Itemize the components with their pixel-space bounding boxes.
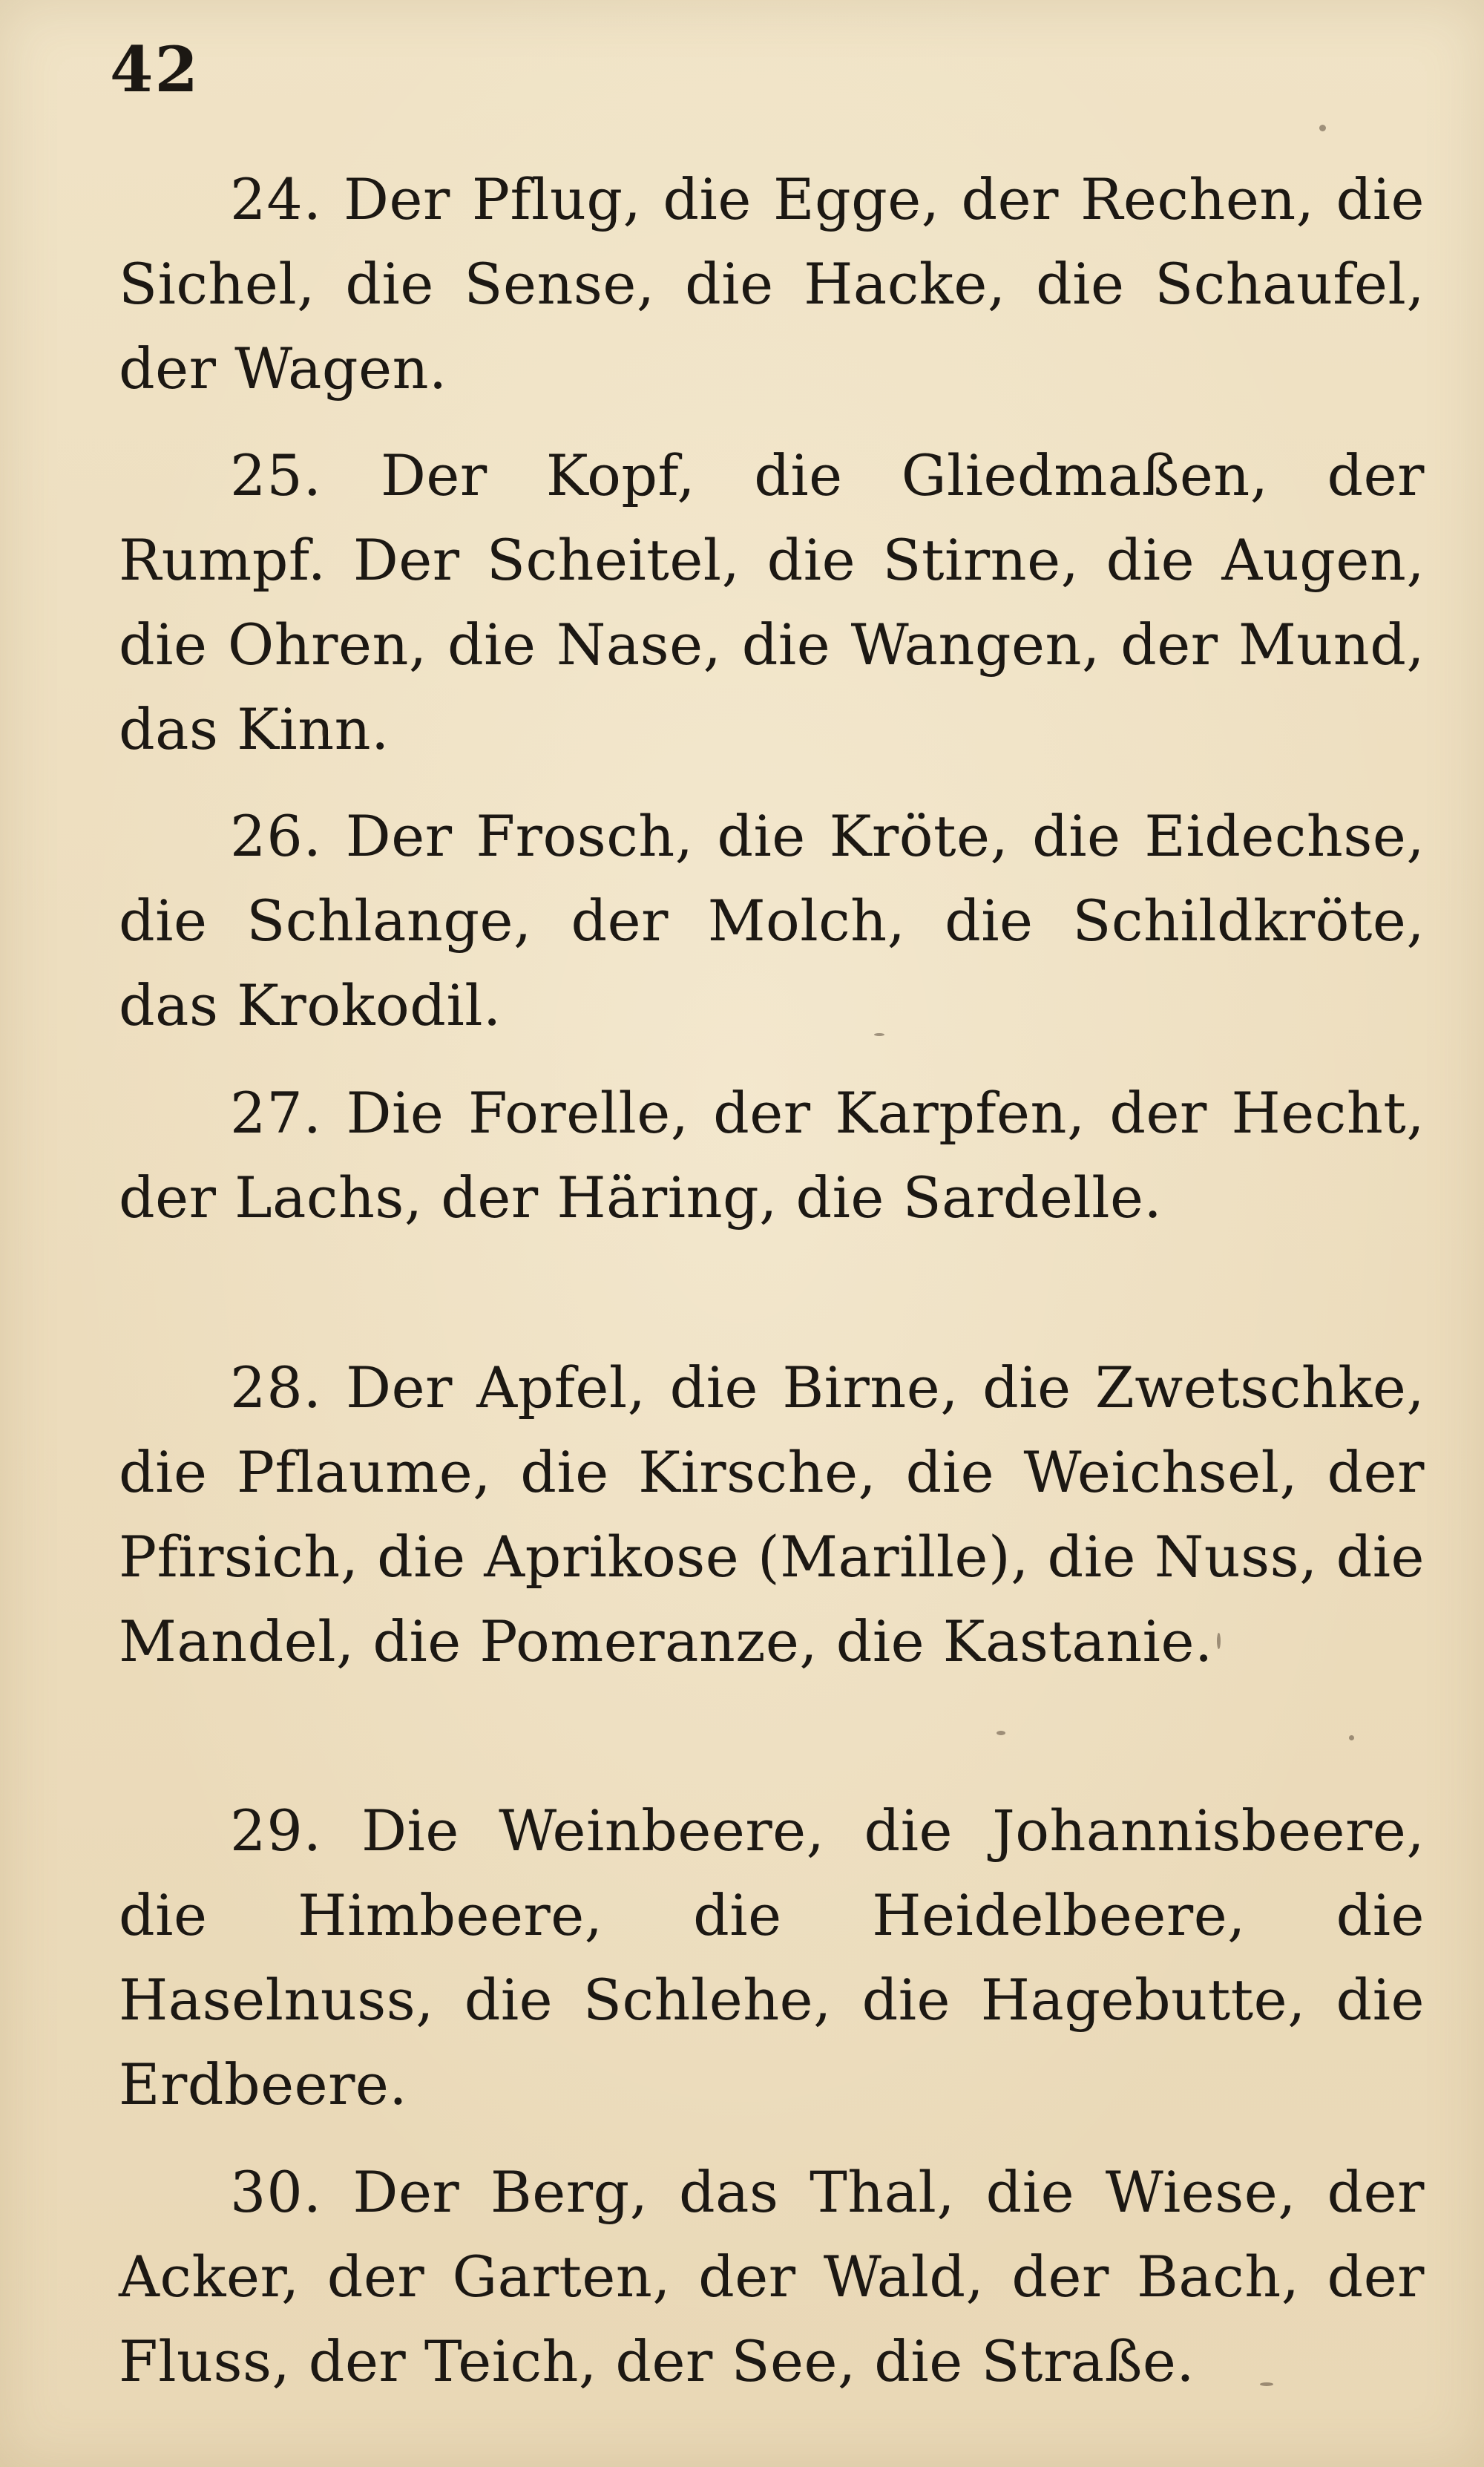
entry-number: 30. xyxy=(230,2159,322,2225)
entry-text: Der Berg, das Thal, die Wiese, der Acker, der Garten, der Wald, der Bach, der Fluss, der Teich, der See, die Straße. xyxy=(119,2159,1425,2394)
vocabulary-entry-26 xyxy=(119,794,1425,1048)
paper-speck xyxy=(322,727,326,738)
entry-text: Der Pflug, die Egge, der Rechen, die Sichel, die Sense, die Hacke, die Schaufel, der Wagen. xyxy=(119,166,1425,402)
paper-speck xyxy=(874,1033,884,1036)
entry-text: Der Frosch, die Kröte, die Eidechse, die Schlange, der Molch, die Schildkröte, das Krokodil. xyxy=(119,803,1425,1038)
paper-speck xyxy=(1260,2382,1273,2386)
vocabulary-entry-29 xyxy=(119,1789,1425,2127)
entry-number: 27. xyxy=(230,1080,322,1146)
paper-speck xyxy=(1349,1735,1354,1740)
entry-number: 24. xyxy=(230,166,322,232)
entry-text: Der Kopf, die Gliedmaßen, der Rumpf. Der Scheitel, die Stirne, die Augen, die Ohren, die Nase, die Wangen, der Mund, das Kinn. xyxy=(119,442,1425,762)
entry-text: Die Weinbeere, die Johannisbeere, die Himbeere, die Heidelbeere, die Haselnuss, die Schlehe, die Hagebutte, die Erdbeere. xyxy=(119,1798,1425,2117)
vocabulary-entry-30 xyxy=(119,2150,1425,2404)
page-number: 42 xyxy=(110,33,200,106)
vocabulary-entry-24 xyxy=(119,157,1425,411)
paper-speck xyxy=(1319,125,1326,131)
paper-speck xyxy=(997,1731,1005,1735)
entry-text: Die Forelle, der Karpfen, der Hecht, der Lachs, der Häring, die Sardelle. xyxy=(119,1080,1425,1231)
entry-number: 25. xyxy=(230,442,322,508)
entry-number: 26. xyxy=(230,803,322,869)
vocabulary-entry-27 xyxy=(119,1071,1425,1240)
paper-speck xyxy=(1217,1633,1221,1649)
entry-number: 29. xyxy=(230,1798,322,1864)
entry-number: 28. xyxy=(230,1354,322,1421)
vocabulary-entry-25 xyxy=(119,433,1425,772)
entry-text: Der Apfel, die Birne, die Zwetschke, die Pflaume, die Kirsche, die Weichsel, der Pfirsich, die Aprikose (Marille), die Nuss, die Mandel, die Pomeranze, die Kastanie. xyxy=(119,1354,1425,1674)
vocabulary-entry-28 xyxy=(119,1346,1425,1684)
